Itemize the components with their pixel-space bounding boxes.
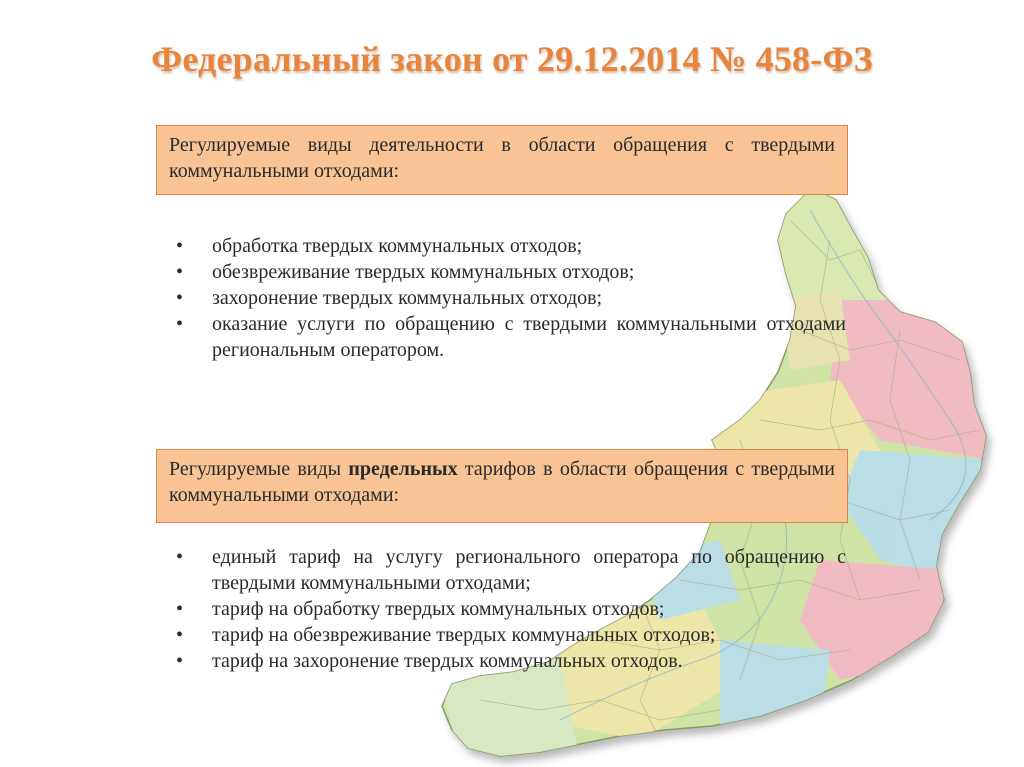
bullet-icon: •	[176, 624, 184, 646]
list-item: • тариф на обработку твердых коммунальных отходов;	[176, 598, 665, 620]
bullet-icon: •	[176, 598, 184, 620]
list-item: • захоронение твердых коммунальных отходов;	[176, 287, 603, 309]
regulated-activities-heading: Регулируемые виды деятельности в области обращения с твердыми коммунальными отходами:	[169, 134, 835, 182]
bullet-icon: •	[176, 261, 184, 283]
list-item: • обработка твердых коммунальных отходов;	[176, 235, 583, 257]
list-item: • оказание услуги по обращению с твердыми коммунальными отходами региональным оператором.	[176, 313, 846, 361]
bullet-icon: •	[176, 650, 184, 672]
page-title: Федеральный закон от 29.12.2014 № 458-ФЗ	[151, 39, 873, 79]
regulated-tariffs-heading: Регулируемые виды предельных тарифов в области обращения с твердыми коммунальными отходами:	[169, 458, 835, 506]
list-item: • тариф на обезвреживание твердых коммунальных отходов;	[176, 624, 716, 646]
regulated-activities-list	[176, 233, 846, 363]
bullet-icon: •	[176, 287, 184, 309]
list-item: • единый тариф на услугу регионального оператора по обращению с твердыми коммунальными отходами;	[176, 546, 846, 594]
emphasis-text: предельных	[348, 458, 458, 480]
bullet-icon: •	[176, 313, 184, 335]
bullet-icon: •	[176, 546, 184, 568]
list-item: • тариф на захоронение твердых коммунальных отходов.	[176, 650, 683, 672]
bullet-icon: •	[176, 235, 184, 257]
list-item: • обезвреживание твердых коммунальных отходов;	[176, 261, 635, 283]
regulated-activities-box	[156, 125, 848, 195]
regulated-tariffs-list	[176, 544, 846, 674]
regulated-tariffs-box	[156, 449, 848, 523]
